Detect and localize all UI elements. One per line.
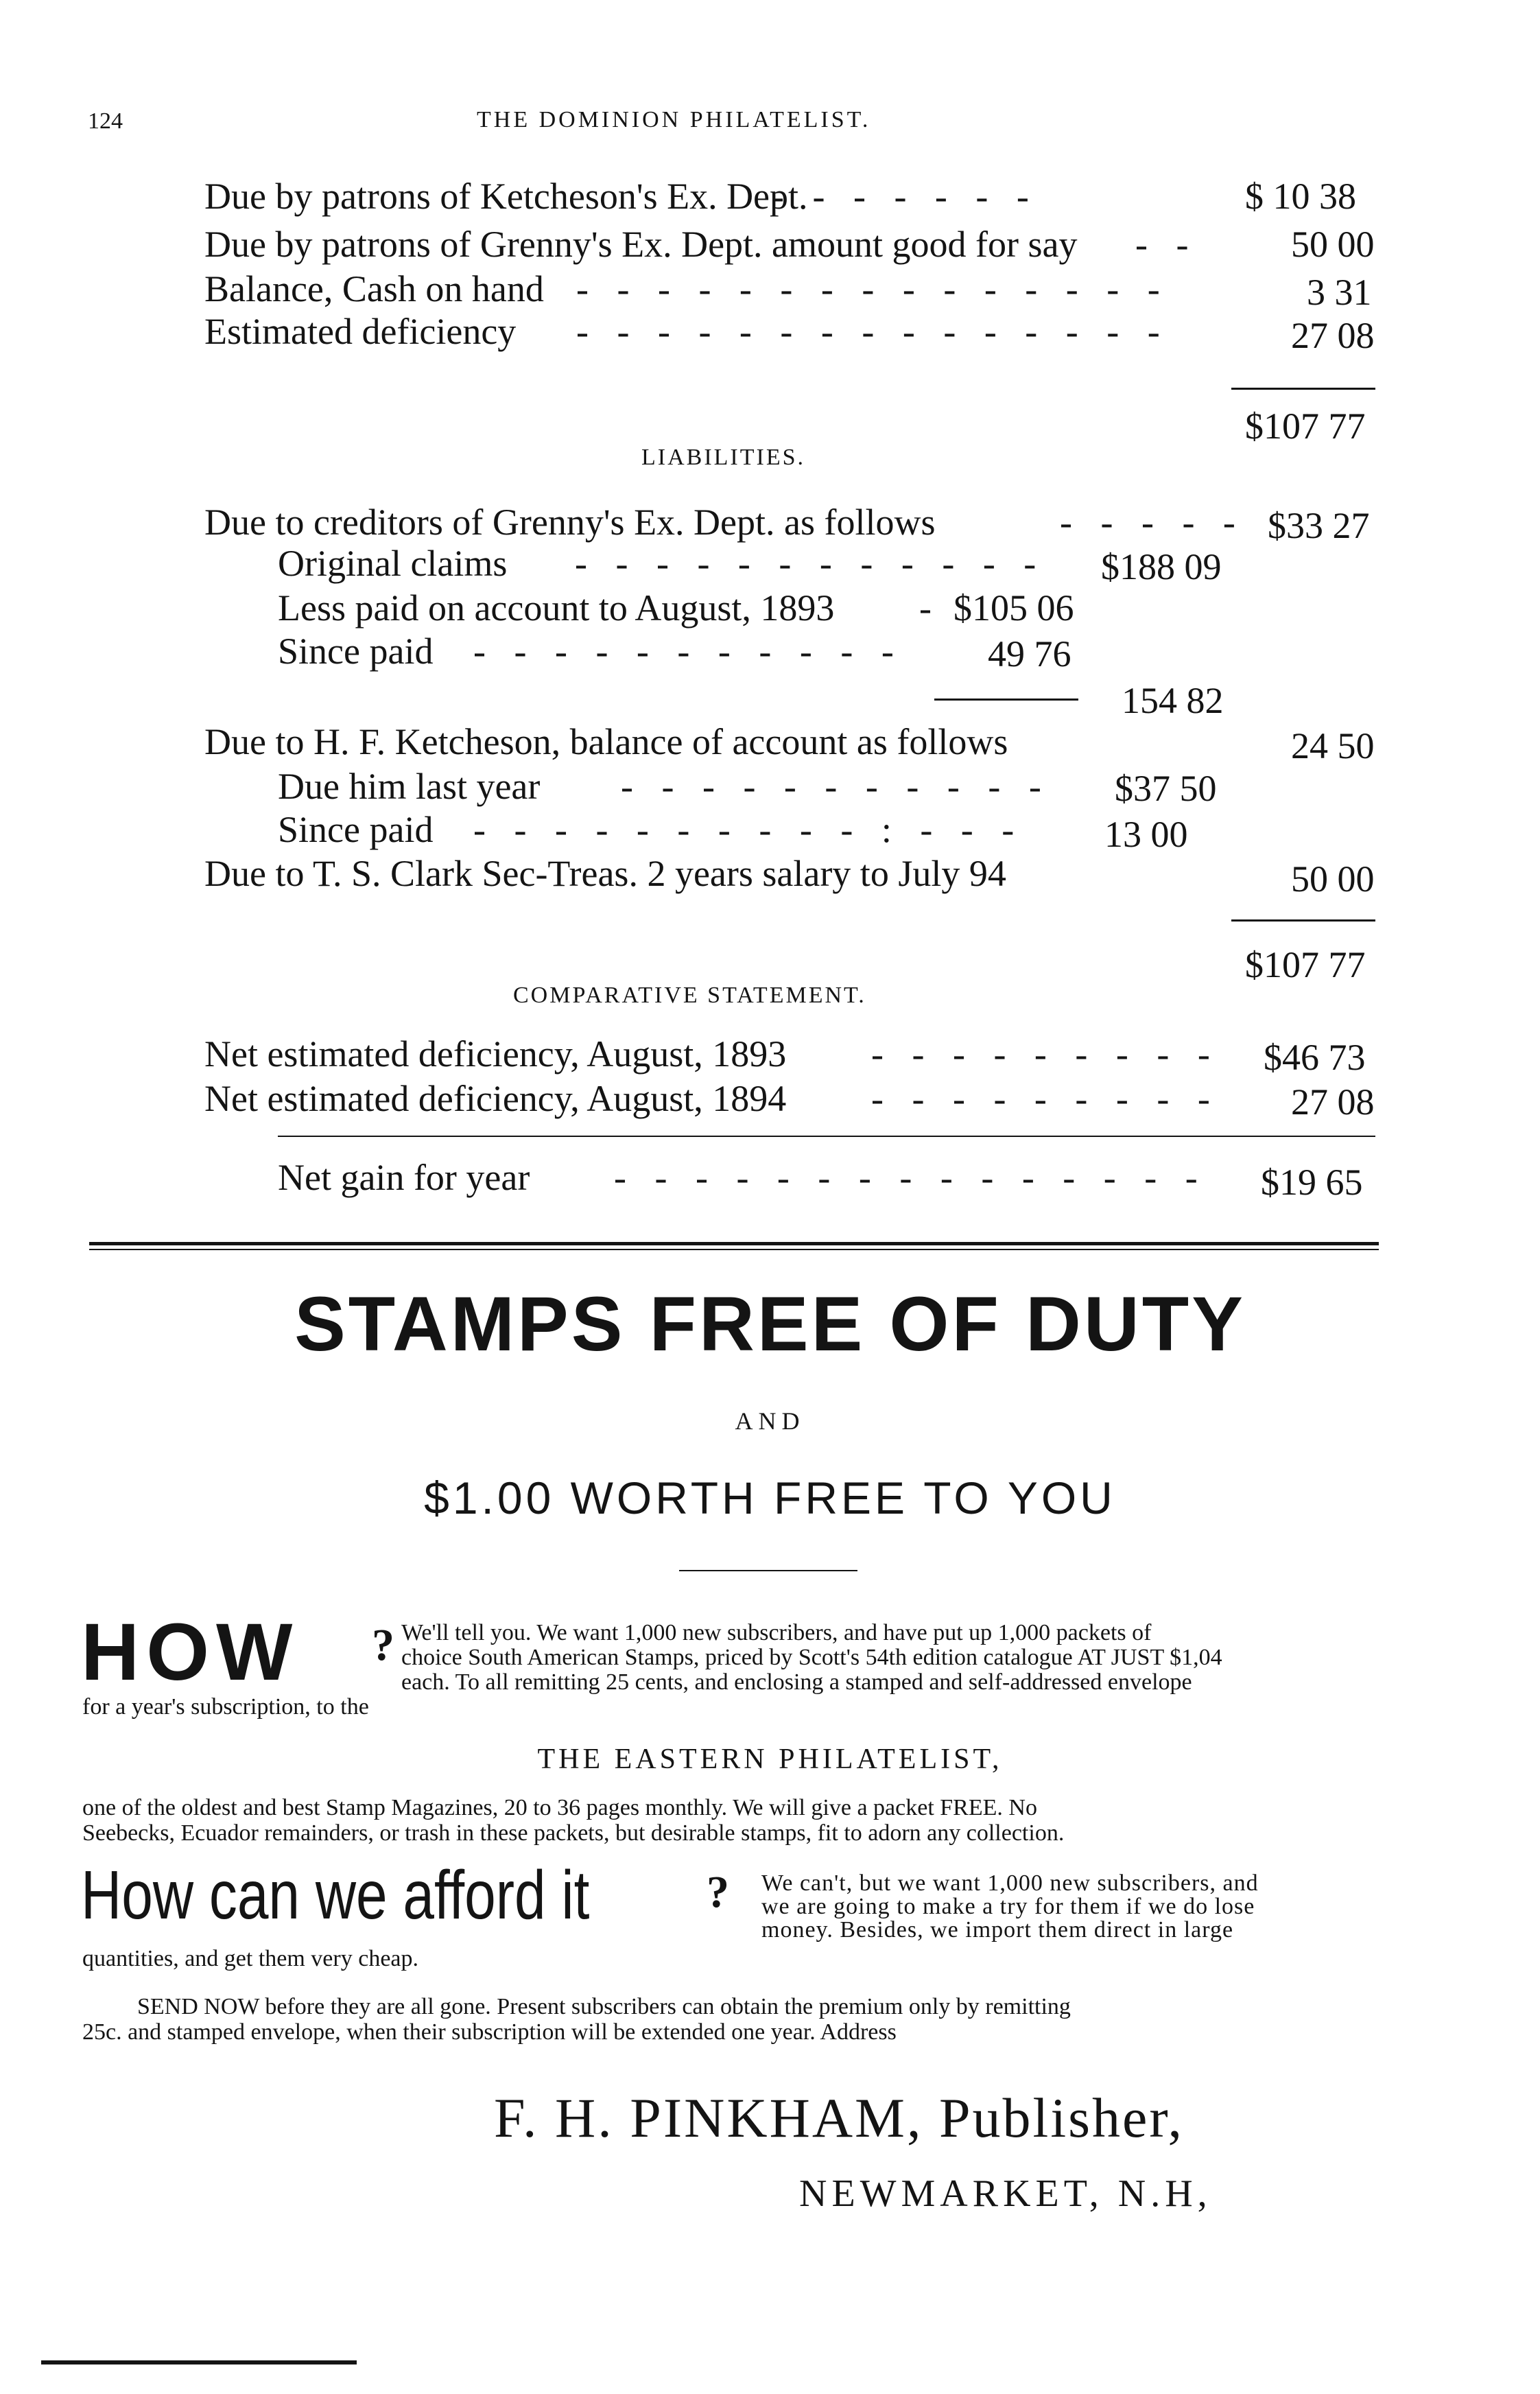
- liability-label: Less paid on account to August, 1893: [278, 587, 835, 629]
- liability-amount: 50 00: [1291, 858, 1375, 900]
- liability-label: Since paid: [278, 809, 434, 850]
- page-number: 124: [88, 108, 123, 134]
- asset-row-amount: 50 00: [1291, 224, 1375, 265]
- liability-leader: - - - - -: [1060, 502, 1245, 543]
- how-question-mark: ?: [372, 1620, 394, 1670]
- liability-amount: $105 06: [953, 587, 1074, 629]
- liability-amount: $37 50: [1115, 768, 1217, 809]
- liability-leader: - - - - - - - - - - : - - -: [473, 809, 1024, 850]
- send-line: 25c. and stamped envelope, when their subscription will be extended one year. Address: [82, 2019, 897, 2045]
- liability-amount: 24 50: [1291, 725, 1375, 766]
- running-title: THE DOMINION PHILATELIST.: [477, 107, 871, 132]
- liability-label: Due to H. F. Ketcheson, balance of account as follows: [204, 721, 1008, 762]
- double-rule-top: [89, 1242, 1379, 1245]
- comparative-heading: COMPARATIVE STATEMENT.: [513, 983, 866, 1008]
- publisher-location: NEWMARKET, N.H,: [799, 2172, 1212, 2215]
- liability-leader: - - - - - - - - - - -: [473, 631, 903, 672]
- send-line: SEND NOW before they are all gone. Present subscribers can obtain the premium only by remitting: [137, 1994, 1071, 2019]
- net-gain-label: Net gain for year: [278, 1157, 530, 1198]
- liability-leader: - - - - - - - - - - - -: [575, 543, 1046, 584]
- comparative-leader: - - - - - - - - -: [871, 1033, 1220, 1075]
- liability-leader: -: [919, 587, 941, 629]
- publisher-name: F. H. PINKHAM, Publisher,: [494, 2087, 1184, 2149]
- ad-headline: STAMPS FREE OF DUTY: [294, 1281, 1246, 1367]
- ad-and: AND: [735, 1407, 805, 1435]
- asset-row-leader: - - - - - - - - - - - - - - -: [576, 311, 1170, 352]
- paper-description: one of the oldest and best Stamp Magazines, 20 to 36 pages monthly. We will give a packet FREE. No: [82, 1795, 1037, 1820]
- liability-label: Due to creditors of Grenny's Ex. Dept. as follows: [204, 502, 936, 543]
- liability-amount: 13 00: [1104, 814, 1188, 855]
- scan-bar: [41, 2360, 357, 2364]
- section-rule: [278, 1136, 1375, 1137]
- comparative-label: Net estimated deficiency, August, 1893: [204, 1033, 787, 1075]
- asset-row-amount: 3 31: [1307, 272, 1372, 313]
- total-rule: [1231, 388, 1375, 390]
- asset-row-leader: - -: [1135, 224, 1198, 265]
- ad-subheadline: $1.00 WORTH FREE TO YOU: [424, 1472, 1116, 1523]
- asset-row-leader: - - - - - - - - - - - - - - -: [576, 268, 1170, 309]
- comparative-leader: - - - - - - - - -: [871, 1078, 1220, 1119]
- assets-total: $107 77: [1245, 406, 1366, 447]
- double-rule-bottom: [89, 1249, 1379, 1250]
- how-line: We'll tell you. We want 1,000 new subscribers, and have put up 1,000 packets of: [401, 1620, 1152, 1645]
- how-line: choice South American Stamps, priced by Scott's 54th edition catalogue AT JUST $1,04: [401, 1645, 1222, 1670]
- afford-line: We can't, but we want 1,000 new subscribers, and: [761, 1870, 1259, 1896]
- asset-row-label: Due by patrons of Grenny's Ex. Dept. amount good for say: [204, 224, 1078, 265]
- liability-leader: - - - - - - - - - - -: [621, 766, 1051, 807]
- net-gain-leader: - - - - - - - - - - - - - - -: [614, 1157, 1207, 1198]
- asset-row-amount: 27 08: [1291, 315, 1375, 356]
- asset-row-label: Estimated deficiency: [204, 311, 517, 352]
- subtotal-rule: [934, 699, 1078, 701]
- how-tail: for a year's subscription, to the: [82, 1694, 369, 1720]
- liability-label: Due him last year: [278, 766, 541, 807]
- net-gain-amount: $19 65: [1261, 1162, 1363, 1203]
- liability-amount: $188 09: [1101, 546, 1222, 587]
- ad-short-rule: [679, 1570, 857, 1571]
- comparative-label: Net estimated deficiency, August, 1894: [204, 1078, 787, 1119]
- liabilities-total: $107 77: [1245, 944, 1366, 985]
- asset-row-label: Balance, Cash on hand: [204, 268, 544, 309]
- liabilities-heading: LIABILITIES.: [641, 445, 806, 470]
- liability-label: Since paid: [278, 631, 434, 672]
- afford-headline: How can we afford it: [81, 1857, 590, 1934]
- liability-amount: $33 27: [1268, 505, 1370, 546]
- afford-line: we are going to make a try for them if we do lose: [761, 1894, 1255, 1919]
- paper-description: Seebecks, Ecuador remainders, or trash in these packets, but desirable stamps, fit to adorn any collection.: [82, 1820, 1065, 1846]
- paper-name: THE EASTERN PHILATELIST,: [537, 1744, 1003, 1775]
- asset-row-amount: $ 10 38: [1245, 176, 1356, 217]
- afford-tail: quantities, and get them very cheap.: [82, 1946, 418, 1971]
- asset-row-leader: - - - - - - -: [772, 176, 1039, 217]
- total-rule: [1231, 919, 1375, 922]
- liability-amount: 49 76: [988, 633, 1071, 674]
- afford-question-mark: ?: [707, 1867, 729, 1917]
- comparative-amount: 27 08: [1291, 1081, 1375, 1123]
- asset-row-label: Due by patrons of Ketcheson's Ex. Dept.: [204, 176, 808, 217]
- liability-label: Original claims: [278, 543, 508, 584]
- liability-subtotal: 154 82: [1122, 680, 1224, 721]
- comparative-amount: $46 73: [1264, 1037, 1366, 1078]
- how-line: each. To all remitting 25 cents, and enclosing a stamped and self-addressed envelope: [401, 1669, 1192, 1695]
- liability-label: Due to T. S. Clark Sec-Treas. 2 years salary to July 94: [204, 853, 1006, 894]
- how-word: HOW: [81, 1607, 300, 1698]
- afford-line: money. Besides, we import them direct in large: [761, 1917, 1234, 1943]
